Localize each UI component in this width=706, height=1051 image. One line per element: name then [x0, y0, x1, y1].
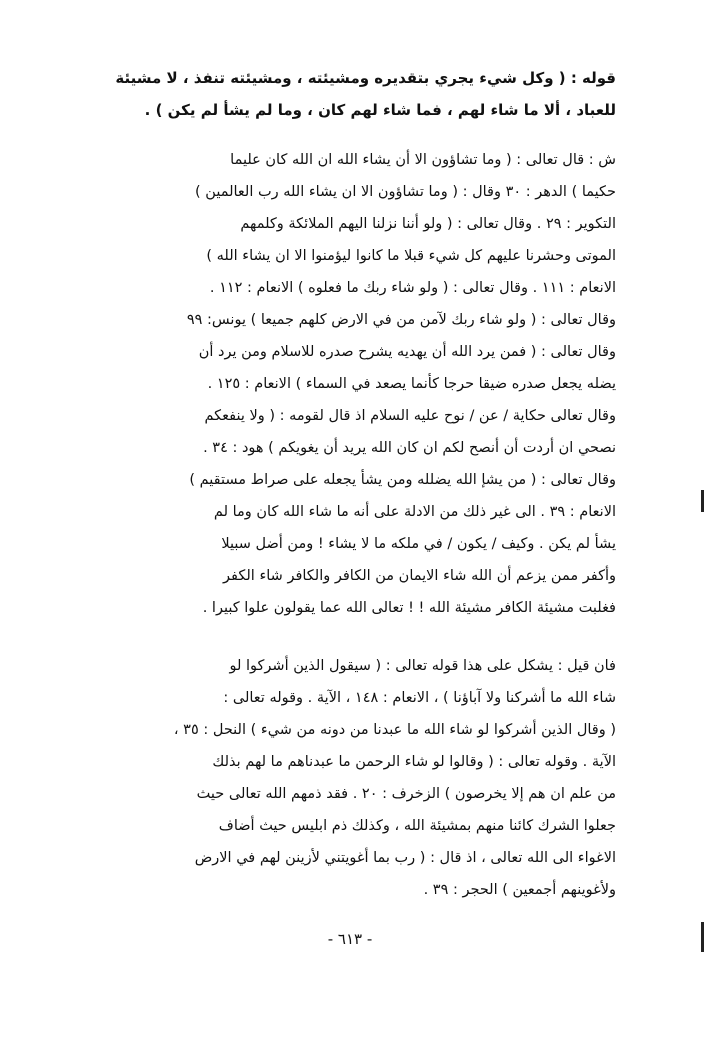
- text-line: وقال تعالى : ( ولو شاء ربك لآمن من في الارض كلهم جميعا ) يونس: ٩٩: [186, 312, 616, 328]
- text-line: ش : قال تعالى : ( وما تشاؤون الا أن يشاء الله ان الله كان عليما: [230, 152, 616, 168]
- text-line: يشأ لم يكن . وكيف / يكون / في ملكه ما لا يشاء ! ومن أضل سبيلا: [221, 536, 616, 552]
- commentary-paragraph: [88, 144, 616, 624]
- text-line: ( وقال الذين أشركوا لو شاء الله ما عبدنا من دونه من شيء ) النحل : ٣٥ ،: [173, 722, 616, 738]
- text-line: الموتى وحشرنا عليهم كل شيء قبلا ما كانوا ليؤمنوا الا ان يشاء الله ): [206, 248, 616, 264]
- scan-margin-mark: [701, 490, 704, 512]
- section-heading: [88, 62, 616, 126]
- text-line: وقال تعالى : ( من يشإ الله يضلله ومن يشأ يجعله على صراط مستقيم ): [189, 472, 616, 488]
- text-line: الانعام : ٣٩ . الى غير ذلك من الادلة على أنه ما شاء الله كان وما لم: [213, 504, 616, 520]
- heading-line: قوله : ( وكل شيء يجري بتقديره ومشيئته ، ومشيئته تنفذ ، لا مشيئة: [115, 69, 616, 87]
- text-line: نصحي ان أردت أن أنصح لكم ان كان الله يريد أن يغويكم ) هود : ٣٤ .: [203, 440, 616, 456]
- page-number: - ٦١٣ -: [327, 930, 373, 948]
- text-line: الاغواء الى الله تعالى ، اذ قال : ( رب بما أغويتني لأزينن لهم في الارض: [194, 850, 616, 866]
- heading-line: للعباد ، ألا ما شاء لهم ، فما شاء لهم كان ، وما لم يشأ لم يكن ) .: [144, 101, 616, 119]
- text-line: وقال تعالى : ( فمن يرد الله أن يهديه يشرح صدره للاسلام ومن يرد أن: [198, 344, 616, 360]
- text-line: يضله يجعل صدره ضيقا حرجا كأنما يصعد في السماء ) الانعام : ١٢٥ .: [207, 376, 616, 392]
- text-line: الانعام : ١١١ . وقال تعالى : ( ولو شاء ربك ما فعلوه ) الانعام : ١١٢ .: [209, 280, 616, 296]
- text-line: ولأغوينهم أجمعين ) الحجر : ٣٩ .: [423, 882, 616, 898]
- scan-margin-mark: [701, 922, 704, 952]
- text-line: فغلبت مشيئة الكافر مشيئة الله ! ! تعالى الله عما يقولون علوا كبيرا .: [202, 600, 616, 616]
- question-paragraph: [88, 650, 616, 906]
- text-line: حكيما ) الدهر : ٣٠ وقال : ( وما تشاؤون الا ان يشاء الله رب العالمين ): [195, 184, 616, 200]
- text-line: من علم ان هم إلا يخرصون ) الزخرف : ٢٠ . فقد ذمهم الله تعالى حيث: [196, 786, 616, 802]
- text-line: جعلوا الشرك كائنا منهم بمشيئة الله ، وكذلك ذم ابليس حيث أضاف: [218, 818, 616, 834]
- text-line: شاء الله ما أشركنا ولا آباؤنا ) ، الانعام : ١٤٨ ، الآية . وقوله تعالى :: [223, 690, 616, 706]
- text-line: وقال تعالى حكاية / عن / نوح عليه السلام اذ قال لقومه : ( ولا ينفعكم: [204, 408, 616, 424]
- text-line: الآية . وقوله تعالى : ( وقالوا لو شاء الرحمن ما عبدناهم ما لهم بذلك: [212, 754, 616, 770]
- text-line: التكوير : ٢٩ . وقال تعالى : ( ولو أننا نزلنا اليهم الملائكة وكلمهم: [240, 216, 616, 232]
- text-line: وأكفر ممن يزعم أن الله شاء الايمان من الكافر والكافر شاء الكفر: [223, 568, 616, 584]
- text-line: فان قيل : يشكل على هذا قوله تعالى : ( سيقول الذين أشركوا لو: [229, 658, 616, 674]
